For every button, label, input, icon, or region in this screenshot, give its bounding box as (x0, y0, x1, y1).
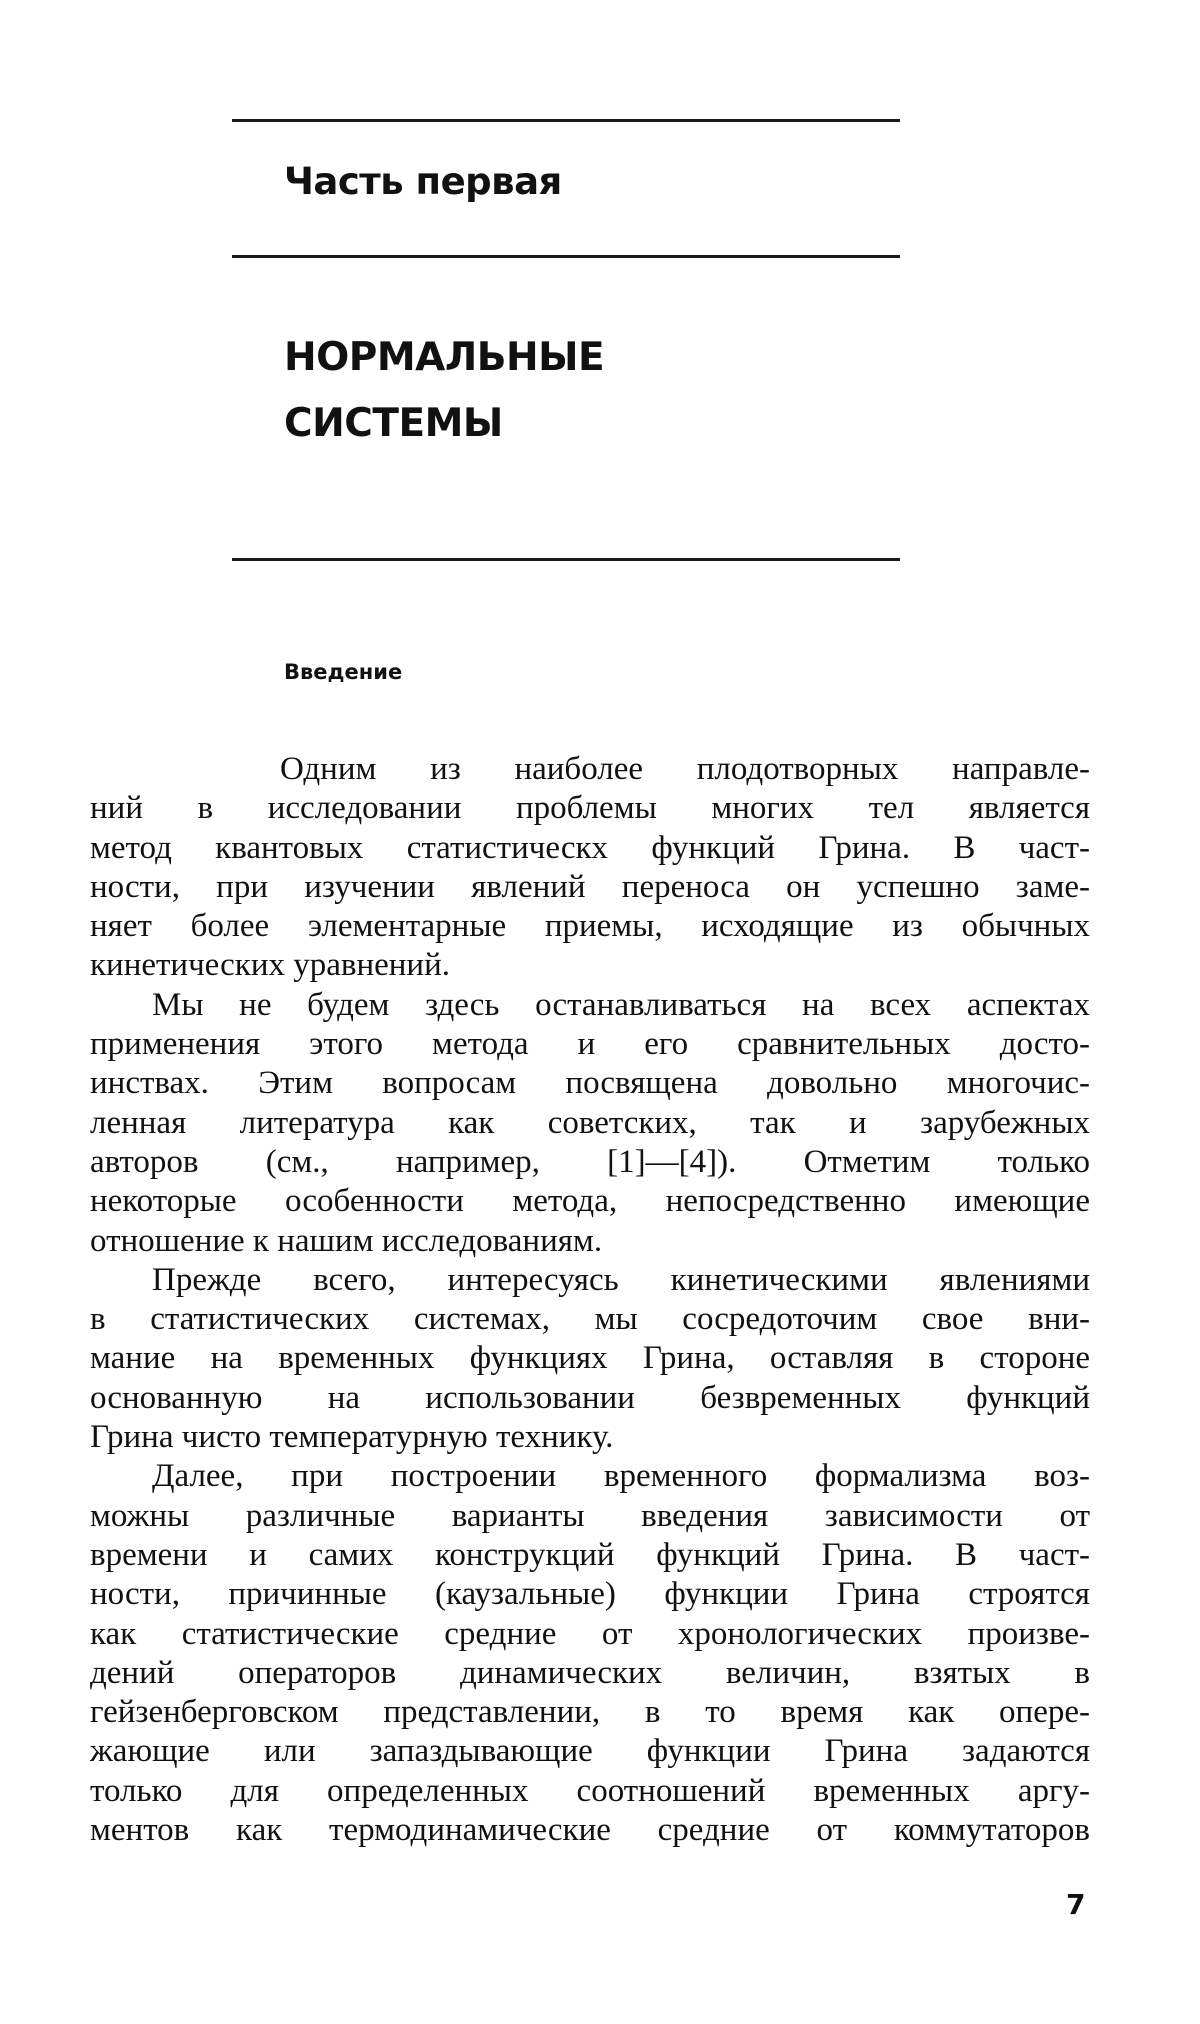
text-line: ний в исследовании проблемы многих тел является (90, 790, 1090, 827)
text-line: применения этого метода и его сравнительных досто- (90, 1026, 1090, 1063)
subsection-title: Введение (284, 660, 403, 684)
text-line: гейзенберговском представлении, в то время как опере- (90, 1694, 1090, 1731)
section-title-line: СИСТЕМЫ (284, 401, 503, 446)
text-line: дений операторов динамических величин, взятых в (90, 1654, 1090, 1691)
text-line: можны различные варианты введения зависимости от (90, 1497, 1090, 1534)
text-line: времени и самих конструкций функций Грина. В част- (90, 1536, 1090, 1573)
part-title: Часть первая (284, 160, 562, 203)
middle-rule (232, 255, 900, 258)
text-line: няет более элементарные приемы, исходящие из обычных (90, 908, 1090, 945)
text-line: ности, причинные (каузальные) функции Грина строятся (90, 1576, 1090, 1613)
text-line: Мы не будем здесь останавливаться на всех аспектах (152, 986, 1090, 1023)
text-line: инствах. Этим вопросам посвящена довольно многочис- (90, 1065, 1090, 1102)
text-line: Грина чисто температурную технику. (90, 1419, 614, 1456)
body-text (90, 750, 1090, 1850)
page-number: 7 (1066, 1888, 1086, 1921)
text-line: как статистические средние от хронологических произве- (90, 1615, 1090, 1652)
text-line: ментов как термодинамические средние от коммутаторов (90, 1812, 1090, 1849)
text-line: Далее, при построении временного формализма воз- (152, 1458, 1090, 1495)
text-line: метод квантовых статистическх функций Грина. В част- (90, 829, 1090, 866)
text-line: отношение к нашим исследованиям. (90, 1222, 603, 1259)
section-title-line: НОРМАЛЬНЫЕ (284, 335, 605, 380)
text-line: только для определенных соотношений временных аргу- (90, 1772, 1090, 1809)
bottom-rule (232, 558, 900, 561)
top-rule (232, 119, 900, 122)
text-line: ности, при изучении явлений переноса он успешно заме- (90, 868, 1090, 905)
section-title (284, 325, 604, 457)
text-line: Прежде всего, интересуясь кинетическими явлениями (152, 1261, 1090, 1298)
text-line: мание на временных функциях Грина, оставляя в стороне (90, 1340, 1090, 1377)
text-line: кинетических уравнений. (90, 947, 451, 984)
text-line: жающие или запаздывающие функции Грина задаются (90, 1733, 1090, 1770)
text-line: некоторые особенности метода, непосредственно имеющие (90, 1183, 1090, 1220)
text-line: основанную на использовании безвременных функций (90, 1379, 1090, 1416)
text-line: в статистических системах, мы сосредоточим свое вни- (90, 1301, 1090, 1338)
text-line: авторов (см., например, [1]—[4]). Отметим только (90, 1143, 1090, 1180)
text-line: ленная литература как советских, так и зарубежных (90, 1104, 1090, 1141)
text-line: Одним из наиболее плодотворных направле- (280, 751, 1090, 787)
